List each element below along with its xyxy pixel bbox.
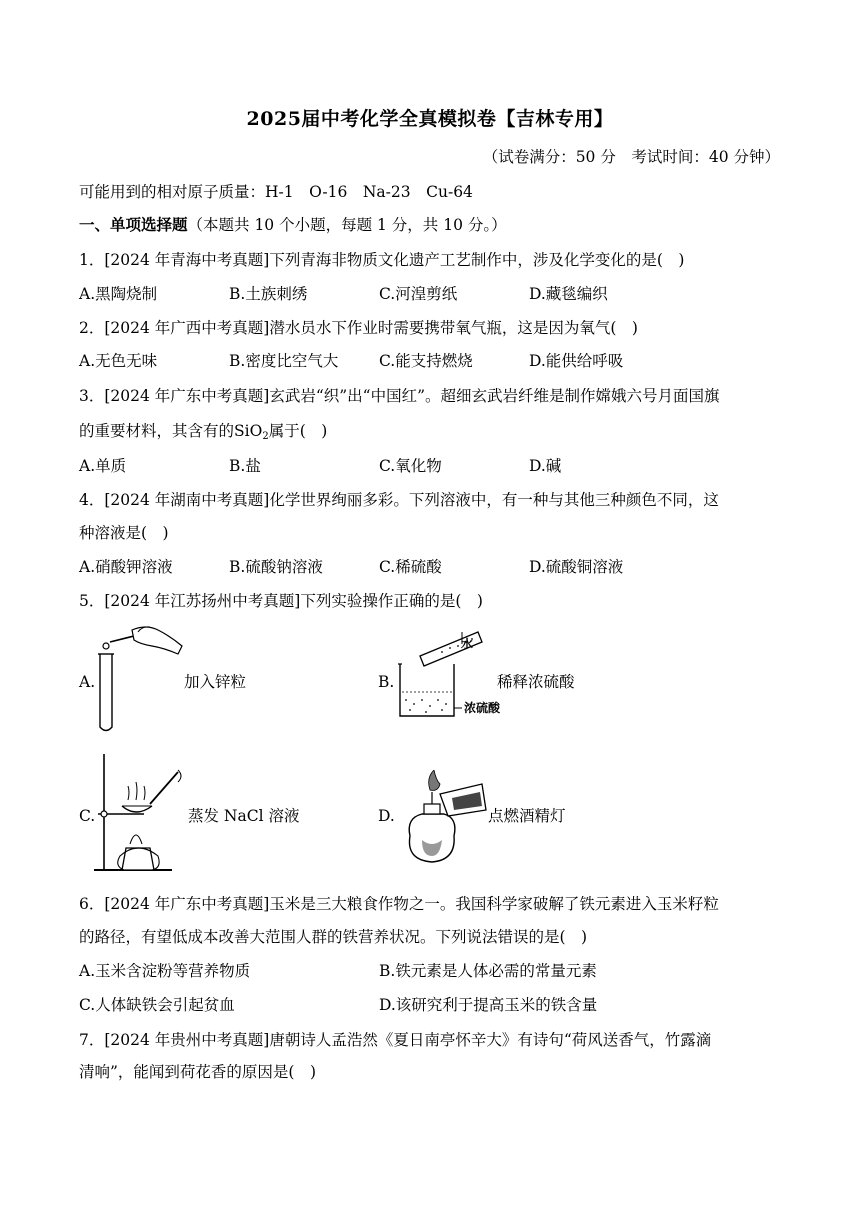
question-7-stem-line2: 清响”，能闻到荷花香的原因是( ) bbox=[79, 1063, 317, 1081]
q4-option-c: C.稀硫酸 bbox=[379, 558, 442, 576]
q6-option-b: B.铁元素是人体必需的常量元素 bbox=[379, 962, 597, 980]
q4-option-a: A.硝酸钾溶液 bbox=[79, 558, 173, 576]
atomic-masses: 可能用到的相对原子质量：H-1 O-16 Na-23 Cu-64 bbox=[79, 183, 473, 201]
q6-option-a: A.玉米含淀粉等营养物质 bbox=[79, 962, 251, 980]
q5-b-label-acid: 浓硫酸 bbox=[464, 701, 501, 715]
q2-option-a: A.无色无味 bbox=[79, 352, 158, 370]
q2-option-d: D.能供给呼吸 bbox=[529, 352, 624, 370]
q1-option-b: B.土族刺绣 bbox=[229, 285, 308, 303]
q5-figure-a bbox=[94, 622, 186, 734]
q5-option-c-letter: C. bbox=[79, 807, 96, 825]
q5-option-a-text: 加入锌粒 bbox=[184, 673, 247, 691]
question-3-stem-line1: 3．[2024 年广东中考真题]玄武岩“织”出“中国红”。超细玄武岩纤维是制作嫦娥六号月面国旗 bbox=[79, 387, 720, 405]
q1-option-c: C.河湟剪纸 bbox=[379, 285, 458, 303]
q4-option-b: B.硫酸钠溶液 bbox=[229, 558, 323, 576]
q3-option-b: B.盐 bbox=[229, 457, 261, 475]
question-4-stem-line2: 种溶液是( ) bbox=[79, 524, 169, 542]
q3-formula bbox=[234, 422, 269, 440]
question-6-stem-line1: 6．[2024 年广东中考真题]玉米是三大粮食作物之一。我国科学家破解了铁元素进入玉米籽粒 bbox=[79, 895, 719, 913]
q5-option-d-letter: D. bbox=[378, 807, 395, 825]
q5-option-a-letter: A. bbox=[79, 673, 96, 691]
q2-option-c: C.能支持燃烧 bbox=[379, 352, 473, 370]
q6-option-d: D.该研究利于提高玉米的铁含量 bbox=[379, 996, 598, 1014]
exam-info: （试卷满分：50 分 考试时间：40 分钟） bbox=[482, 148, 780, 166]
q5-figure-d bbox=[396, 770, 488, 866]
q3-stem-post: 属于( ) bbox=[268, 422, 328, 440]
q3-formula-base: SiO bbox=[234, 422, 263, 440]
question-1-stem: 1．[2024 年青海中考真题]下列青海非物质文化遗产工艺制作中，涉及化学变化的是( ) bbox=[79, 251, 685, 269]
q3-option-a: A.单质 bbox=[79, 457, 127, 475]
question-4-stem-line1: 4．[2024 年湖南中考真题]化学世界绚丽多彩。下列溶液中，有一种与其他三种颜色不同，这 bbox=[79, 491, 719, 509]
q1-option-a: A.黑陶烧制 bbox=[79, 285, 158, 303]
question-6-stem-line2: 的路径，有望低成本改善大范围人群的铁营养状况。下列说法错误的是( ) bbox=[79, 928, 588, 946]
q2-option-b: B.密度比空气大 bbox=[229, 352, 339, 370]
q3-stem-pre: 的重要材料，其含有的 bbox=[79, 422, 235, 440]
section-heading bbox=[79, 214, 507, 236]
q3-option-d: D.碱 bbox=[529, 457, 562, 475]
q3-option-c: C.氧化物 bbox=[379, 457, 442, 475]
q5-b-label-water: 水 bbox=[461, 637, 474, 651]
q3-formula-sub: 2 bbox=[262, 431, 269, 442]
question-7-stem-line1: 7．[2024 年贵州中考真题]唐朝诗人孟浩然《夏日南亭怀辛大》有诗句“荷风送香气，竹露滴 bbox=[79, 1031, 712, 1049]
question-3-stem-line2 bbox=[79, 420, 327, 448]
section-title: 一、单项选择题 bbox=[79, 215, 188, 234]
question-5-stem: 5．[2024 年江苏扬州中考真题]下列实验操作正确的是( ) bbox=[79, 592, 483, 610]
q5-option-d-text: 点燃酒精灯 bbox=[488, 807, 566, 825]
section-note: （本题共 10 个小题，每题 1 分，共 10 分。） bbox=[187, 216, 507, 234]
q6-option-c: C.人体缺铁会引起贫血 bbox=[79, 996, 235, 1014]
q4-option-d: D.硫酸铜溶液 bbox=[529, 558, 624, 576]
question-2-stem: 2．[2024 年广西中考真题]潜水员水下作业时需要携带氧气瓶，这是因为氧气( ) bbox=[79, 319, 638, 337]
q1-option-d: D.藏毯编织 bbox=[529, 285, 608, 303]
q5-option-c-text: 蒸发 NaCl 溶液 bbox=[188, 807, 300, 825]
q5-figure-c bbox=[92, 752, 188, 876]
q5-option-b-letter: B. bbox=[378, 673, 395, 691]
q5-option-b-text: 稀释浓硫酸 bbox=[497, 673, 575, 691]
page-title: 2025届中考化学全真模拟卷【吉林专用】 bbox=[246, 108, 614, 130]
